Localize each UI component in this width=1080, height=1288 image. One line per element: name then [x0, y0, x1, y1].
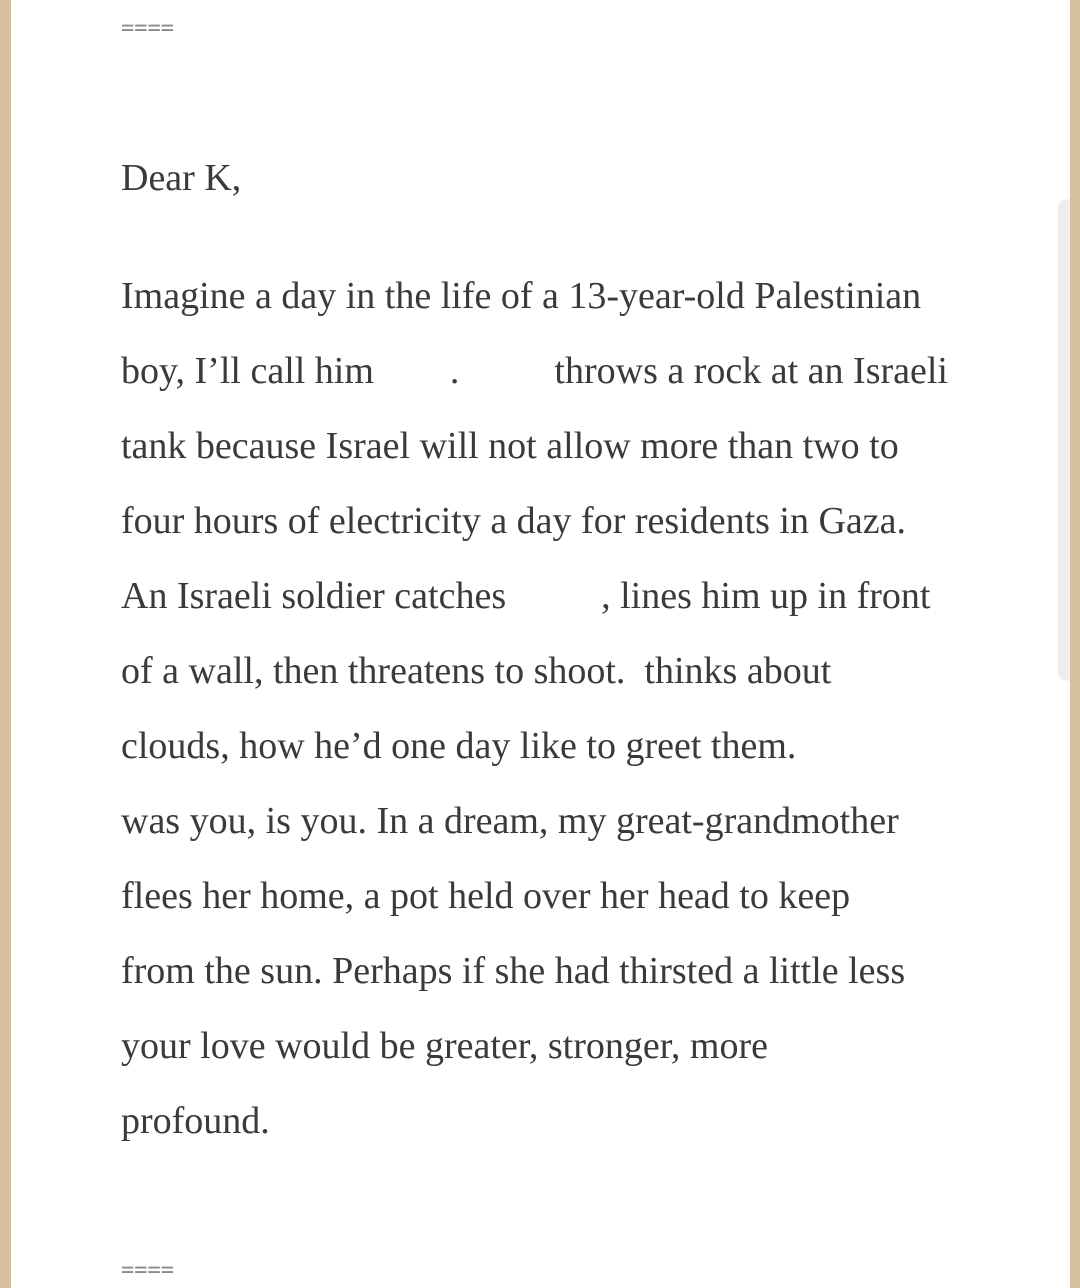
body-line-5: An Israeli soldier catches , lines him up in front	[121, 575, 931, 617]
body-line-7: clouds, how he’d one day like to greet them.	[121, 725, 797, 767]
body-line-4: four hours of electricity a day for residents in Gaza.	[121, 500, 907, 542]
body-line-2: boy, I’ll call him . throws a rock at an Israeli	[121, 350, 948, 392]
document-page	[11, 0, 1070, 1288]
bottom-divider: ====	[121, 1258, 174, 1283]
body-line-3: tank because Israel will not allow more than two to	[121, 425, 899, 467]
top-divider: ====	[121, 16, 174, 41]
body-line-10: from the sun. Perhaps if she had thirsted a little less	[121, 950, 906, 992]
body-line-9: flees her home, a pot held over her head to keep	[121, 875, 851, 917]
body-line-1: Imagine a day in the life of a 13-year-old Palestinian	[121, 275, 922, 317]
body-line-6: of a wall, then threatens to shoot. thinks about	[121, 650, 832, 692]
scroll-handle[interactable]	[1060, 200, 1070, 680]
salutation: Dear K,	[121, 157, 242, 199]
body-line-11: your love would be greater, stronger, more	[121, 1025, 768, 1067]
body-line-8: was you, is you. In a dream, my great-grandmother	[121, 800, 899, 842]
body-line-12: profound.	[121, 1100, 270, 1142]
